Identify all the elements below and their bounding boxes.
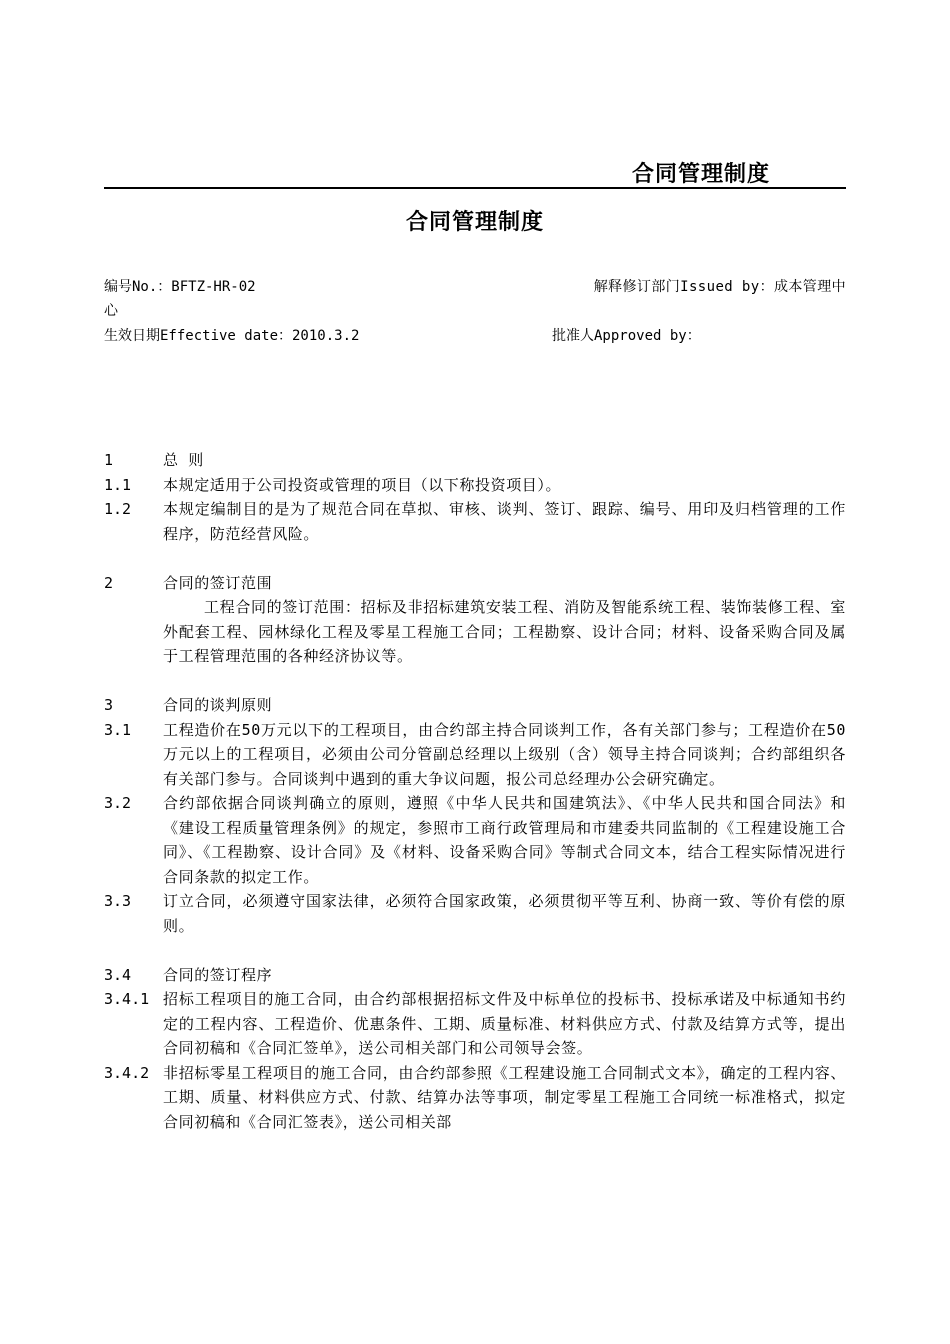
clause-text: 订立合同，必须遵守国家法律，必须符合国家政策，必须贯彻平等互利、协商一致、等价有偿的原则。 — [163, 892, 846, 935]
section-heading — [104, 963, 846, 988]
clause — [104, 497, 846, 546]
section-heading — [104, 571, 846, 596]
section-title: 合同的签订范围 — [163, 573, 273, 592]
clause-text: 合约部依据合同谈判确立的原则，遵照《中华人民共和国建筑法》、《中华人民共和国合同法》和《建设工程质量管理条例》的规定，参照市工商行政管理局和市建委共同监制的《工程建设施工合同》、《工程勘察、设计合同》及《材料、设备采购合同》等制式合同文本，结合工程实际情况进行合同条款的拟定工作。 — [163, 794, 846, 886]
clause-text: 非招标零星工程项目的施工合同，由合约部参照《工程建设施工合同制式文本》，确定的工程内容、工期、质量、材料供应方式、付款、结算办法等事项，制定零星工程施工合同统一标准格式，拟定合同初稿和《合同汇签表》，送公司相关部 — [163, 1063, 846, 1131]
clause-number: 1.1 — [104, 475, 132, 494]
clause-number: 3.4.1 — [104, 990, 150, 1008]
section-number: 3.4 — [104, 965, 132, 984]
section-number: 1 — [104, 451, 114, 469]
clause-number: 3.1 — [104, 720, 132, 739]
section-heading — [104, 448, 846, 473]
issued-by: 解释修订部门Issued by：成本管理中 — [593, 279, 846, 295]
issued-by-continued: 心 — [104, 303, 118, 319]
clause — [104, 791, 846, 889]
clause-number: 3.4.2 — [104, 1063, 150, 1082]
section-title: 总 则 — [163, 451, 204, 469]
approved-by: 批准人Approved by： — [552, 328, 701, 344]
clause — [104, 473, 846, 498]
clause-text: 本规定适用于公司投资或管理的项目（以下称投资项目）。 — [163, 475, 562, 494]
clause — [104, 1061, 846, 1135]
effective-date: 生效日期Effective date：2010.3.2 — [104, 328, 360, 344]
running-header — [104, 155, 846, 189]
section-title: 合同的谈判原则 — [163, 696, 273, 714]
section-heading — [104, 693, 846, 718]
clause-number: 3.2 — [104, 794, 132, 812]
document-title: 合同管理制度 — [405, 210, 544, 235]
clause — [104, 889, 846, 938]
running-header-title: 合同管理制度 — [631, 162, 770, 187]
clause-text: 工程造价在50万元以下的工程项目，由合约部主持合同谈判工作，各有关部门参与；工程造价在50万元以上的工程项目，必须由公司分管副总经理以上级别（含）领导主持合同谈判；合约部组织各有关部门参与。合同谈判中遇到的重大争议问题，报公司总经理办公会研究确定。 — [163, 720, 846, 788]
clause-number: 1.2 — [104, 500, 132, 518]
paragraph-text: 工程合同的签订范围：招标及非招标建筑安装工程、消防及智能系统工程、装饰装修工程、室外配套工程、园林绿化工程及零星工程施工合同；工程勘察、设计合同；材料、设备采购合同及属于工程管理范围的各种经济协议等。 — [163, 598, 846, 665]
section-title: 合同的签订程序 — [163, 965, 273, 984]
clause-number: 3.3 — [104, 892, 132, 910]
clause — [104, 718, 846, 792]
document-number: 编号No.：BFTZ-HR-02 — [104, 279, 256, 295]
document-body — [104, 448, 846, 1134]
clause-text: 本规定编制目的是为了规范合同在草拟、审核、谈判、签订、跟踪、编号、用印及归档管理的工作程序，防范经营风险。 — [163, 500, 846, 543]
clause-text: 招标工程项目的施工合同，由合约部根据招标文件及中标单位的投标书、投标承诺及中标通知书约定的工程内容、工程造价、优惠条件、工期、质量标准、材料供应方式、付款及结算方式等，提出合同初稿和《合同汇签单》，送公司相关部门和公司领导会签。 — [163, 990, 846, 1057]
clause — [104, 987, 846, 1061]
paragraph — [104, 595, 846, 669]
section-number: 3 — [104, 696, 114, 714]
section-number: 2 — [104, 573, 114, 592]
